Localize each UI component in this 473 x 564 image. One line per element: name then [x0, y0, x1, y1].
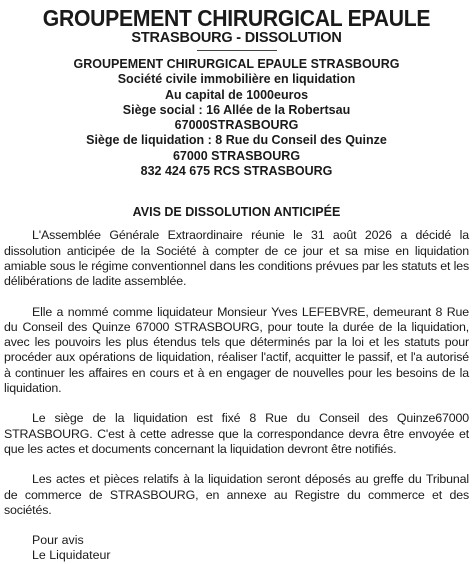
notice-section-title: AVIS DE DISSOLUTION ANTICIPÉE — [132, 205, 341, 220]
company-liquidation-office: Siège de liquidation : 8 Rue du Conseil des Quinze — [86, 133, 387, 148]
paragraph-dissolution: L'Assemblée Générale Extraordinaire réunie le 31 août 2026 a décidé la dissolution anticipée de la Société à compter de ce jour et sa mise en liquidation amiable sous le régime conventionnel dans les conditions prévues par les statuts et les délibérations de ladite assemblée. — [4, 228, 469, 289]
company-legal-form: Société civile immobilière en liquidation — [117, 72, 356, 87]
company-capital: Au capital de 1000euros — [164, 87, 309, 102]
company-head-office-city: 67000STRASBOURG — [174, 118, 299, 133]
signature-line-1: Pour avis — [32, 533, 84, 548]
title-divider — [197, 50, 277, 51]
company-head-office: Siège social : 16 Allée de la Robertsau — [122, 102, 351, 117]
company-name: GROUPEMENT CHIRURGICAL EPAULE STRASBOURG — [73, 57, 400, 71]
company-rcs: 832 424 675 RCS STRASBOURG — [140, 164, 333, 179]
company-liquidation-city: 67000 STRASBOURG — [172, 148, 301, 163]
paragraph-filing: Les actes et pièces relatifs à la liquidation seront déposés au greffe du Tribunal de commerce de STRASBOURG, en annexe au Registre du commerce et des sociétés. — [4, 472, 469, 517]
notice-main-title: GROUPEMENT CHIRURGICAL EPAULE — [42, 5, 431, 31]
paragraph-liquidation-seat: Le siège de la liquidation est fixé 8 Rue du Conseil des Quinze67000 STRASBOURG. C'est à cette adresse que la correspondance devra être envoyée et que les actes et documents concernant la liquidation devront être notifiés. — [4, 411, 469, 456]
signature-line-2: Le Liquidateur — [32, 548, 111, 563]
paragraph-liquidator: Elle a nommé comme liquidateur Monsieur Yves LEFEBVRE, demeurant 8 Rue du Conseil des Quinze 67000 STRASBOURG, pour toute la durée de la liquidation, avec les pouvoirs les plus étendus tels que déterminés par la loi et les statuts pour procéder aux opérations de liquidation, réaliser l'actif, acquitter le passif, et l'a autorisé à continuer les affaires en cours et à en engager de nouvelles pour les besoins de la liquidation. — [4, 304, 469, 396]
notice-subtitle: STRASBOURG - DISSOLUTION — [131, 30, 342, 46]
company-block — [4, 57, 469, 179]
